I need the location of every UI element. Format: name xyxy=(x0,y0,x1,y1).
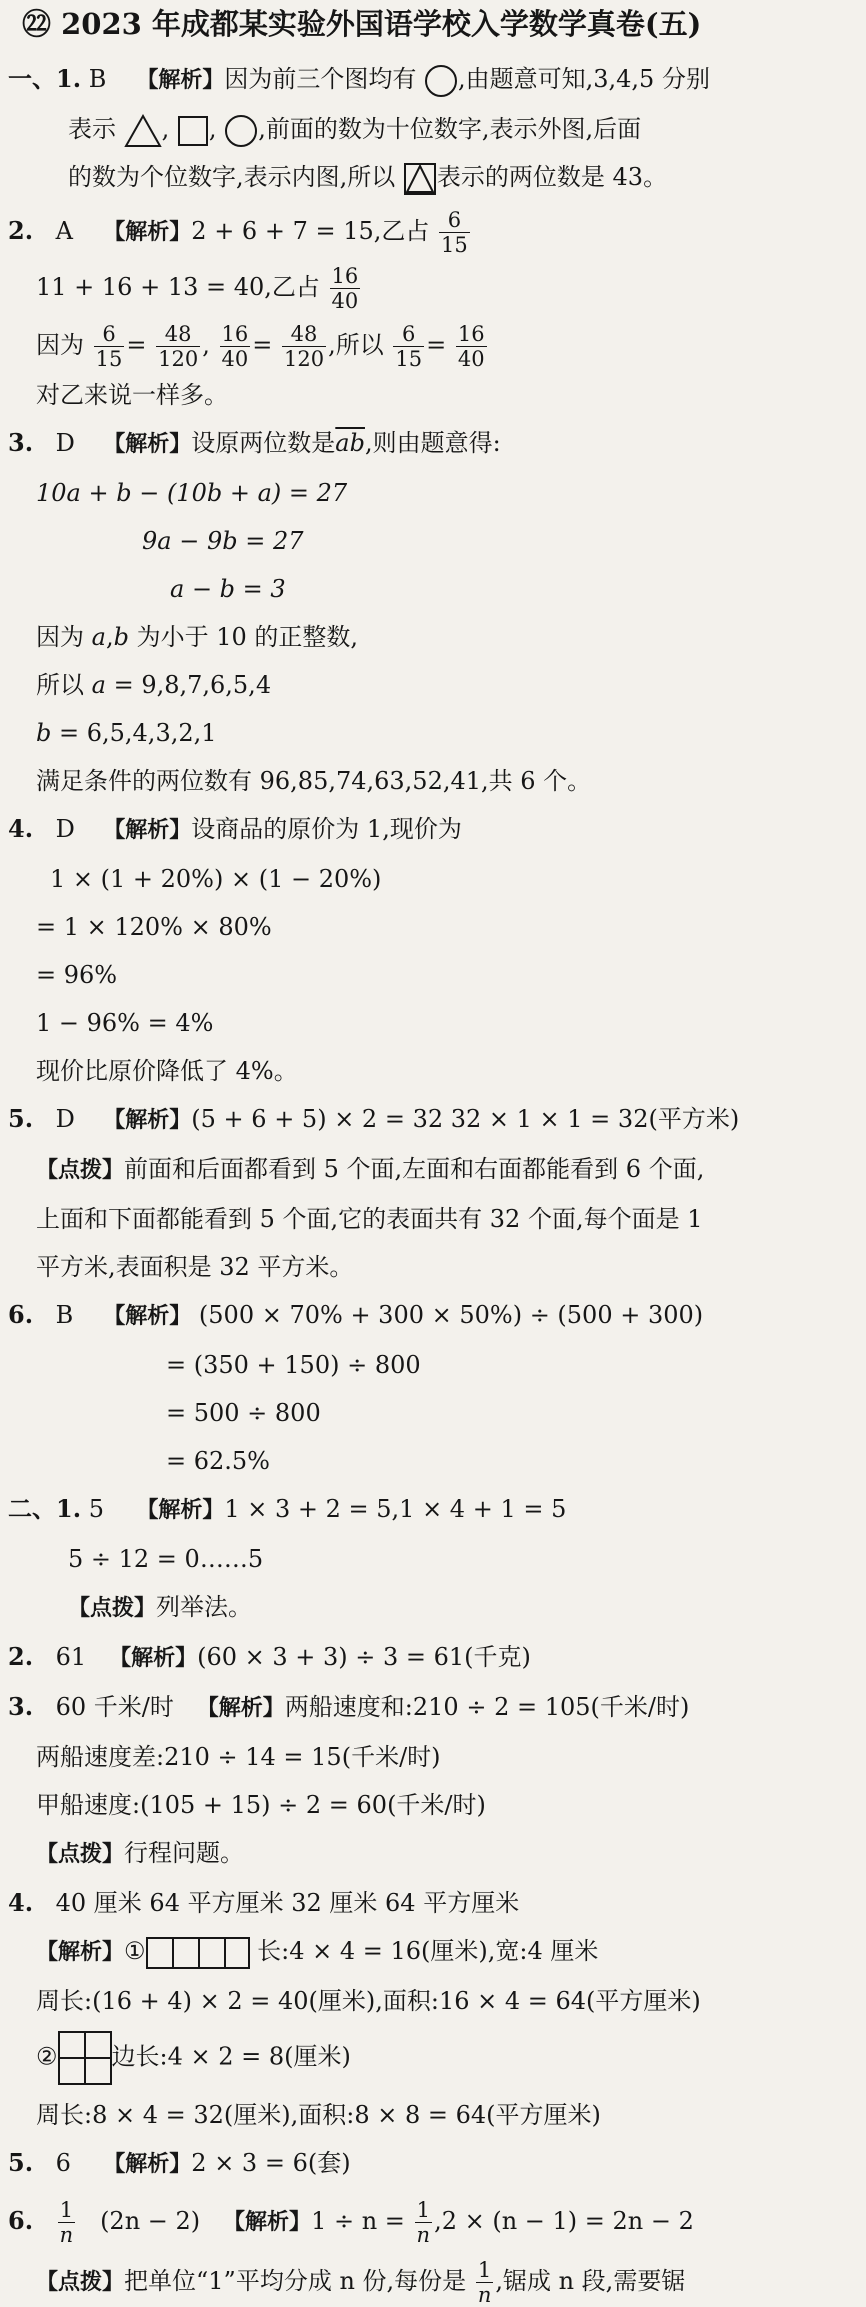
answer-choice: B xyxy=(55,1301,74,1329)
q6-eq-4: = 62.5% xyxy=(166,1447,270,1475)
fraction: $\frac{6}{15}$ xyxy=(95,322,123,371)
question-number: 3. xyxy=(8,428,34,457)
answer-value: 6 xyxy=(55,2149,71,2177)
s2-q3-line-2: 两船速度差:210 ÷ 14 = 15(千米/时) xyxy=(36,1743,441,1771)
circle-icon xyxy=(424,64,458,98)
answer-value: 40 厘米 64 平方厘米 32 厘米 64 平方厘米 xyxy=(55,1889,520,1917)
answer-value: 60 千米/时 xyxy=(55,1693,174,1721)
s2-q4-line-5: 周长:8 × 4 = 32(厘米),面积:8 × 8 = 64(平方厘米) xyxy=(36,2101,601,2129)
triangle-icon xyxy=(124,114,162,148)
s2-q3-line-1: 3. 60 千米/时 【解析】两船速度和:210 ÷ 2 = 105(千米/时) xyxy=(8,1683,844,1733)
section-2 xyxy=(8,1485,844,2307)
q3-eq-3: a − b = 3 xyxy=(170,575,286,603)
question-number: 4. xyxy=(8,814,34,843)
circle-icon xyxy=(224,114,258,148)
s2-q4-line-2: 【解析】① 长:4 × 4 = 16(厘米),宽:4 厘米 xyxy=(8,1927,844,1977)
q3-line-5: 因为 a,b 为小于 10 的正整数, xyxy=(36,623,359,651)
q1-line-3: 的数为个位数字,表示内图,所以 表示的两位数是 43。 xyxy=(8,153,844,201)
s2-q1-tip: 【点拨】列举法。 xyxy=(68,1593,253,1621)
square-triangle-icon xyxy=(403,162,437,196)
fraction: $\frac{1}{n}$ xyxy=(477,2258,492,2307)
question-number: 2. xyxy=(8,216,34,245)
two-by-two-square-icon xyxy=(58,2031,112,2085)
q5-tip-2: 上面和下面都能看到 5 个面,它的表面共有 32 个面,每个面是 1 xyxy=(36,1205,703,1233)
s2-q1-line-2: 5 ÷ 12 = 0……5 xyxy=(68,1545,264,1573)
s2-q3-tip: 【点拨】行程问题。 xyxy=(36,1839,245,1867)
question-number: 2. xyxy=(8,1642,34,1671)
fraction: $\frac{16}{40}$ xyxy=(457,322,485,371)
analysis-tag: 【解析】 xyxy=(136,68,225,93)
q4-eq-3: = 96% xyxy=(36,961,118,989)
question-number: 6. xyxy=(8,1300,34,1329)
fraction: $\frac{48}{120}$ xyxy=(283,322,325,371)
question-number: 4. xyxy=(8,1888,34,1917)
question-number: 5. xyxy=(8,2148,34,2177)
q2-line-2: 11 + 16 + 13 = 40,乙占 $\frac{16}{40}$ xyxy=(36,264,359,313)
answer-choice: D xyxy=(55,429,75,457)
section-label: 二、1. xyxy=(8,1494,82,1523)
answer-value: (2n − 2) xyxy=(100,2207,201,2235)
fraction: $\frac{16}{40}$ xyxy=(331,264,359,313)
answer-value: 61 xyxy=(55,1643,87,1671)
question-number: 5. xyxy=(8,1104,34,1133)
question-number: 6. xyxy=(8,2206,34,2235)
answer-choice: D xyxy=(55,1105,75,1133)
section-1 xyxy=(8,55,844,1485)
s2-q4-line-1 xyxy=(8,1879,844,1927)
s2-q2-line-1: 2. 61 【解析】(60 × 3 + 3) ÷ 3 = 61(千克) xyxy=(8,1633,844,1683)
fraction: $\frac{16}{40}$ xyxy=(221,322,249,371)
q5-tip-1: 【点拨】前面和后面都看到 5 个面,左面和右面都能看到 6 个面, xyxy=(36,1155,705,1183)
q2-line-3: 因为 $\frac{6}{15}$ = $\frac{48}{120}$ , $\frac{16}{40}$ = $\frac{48}{120}$ ,所以 $\frac{6}{15}$ = $\frac{16}{40}$ xyxy=(36,322,485,371)
answer-choice: B xyxy=(88,65,107,93)
q5-tip-3: 平方米,表面积是 32 平方米。 xyxy=(36,1253,354,1281)
square-icon xyxy=(177,115,209,147)
s2-q4-line-4: ② 边长:4 × 2 = 8(厘米) xyxy=(8,2031,844,2085)
fraction: $\frac{1}{n}$ xyxy=(416,2198,431,2247)
section-label: 一、1. xyxy=(8,64,82,93)
s2-q6-tip: 【点拨】把单位“1”平均分成 n 份,每份是 $\frac{1}{n}$ ,锯成 n 段,需要锯 xyxy=(36,2258,686,2307)
q1-line-2: 表示 , , ,前面的数为十位数字,表示外图,后面 xyxy=(8,105,844,153)
answer-page xyxy=(0,2,866,2307)
answer-choice: D xyxy=(55,815,75,843)
fraction: $\frac{1}{n}$ xyxy=(59,2198,74,2247)
four-square-strip-icon xyxy=(146,1937,250,1969)
page-title: ㉒ 2023 年成都某实验外国语学校入学数学真卷(五) xyxy=(22,7,702,41)
q3-line-7: b = 6,5,4,3,2,1 xyxy=(36,719,217,747)
q2-line-1: 2. A 【解析】2 + 6 + 7 = 15,乙占 $\frac{6}{15}$ xyxy=(8,208,468,257)
answer-choice: A xyxy=(55,217,73,245)
q6-eq-2: = (350 + 150) ÷ 800 xyxy=(166,1351,421,1379)
fraction: $\frac{48}{120}$ xyxy=(158,322,199,371)
question-number: 3. xyxy=(8,1692,34,1721)
q4-eq-1: 1 × (1 + 20%) × (1 − 20%) xyxy=(50,865,382,893)
fraction: $\frac{6}{15}$ xyxy=(441,208,468,257)
q3-line-8: 满足条件的两位数有 96,85,74,63,52,41,共 6 个。 xyxy=(36,767,592,795)
s2-q4-line-3: 周长:(16 + 4) × 2 = 40(厘米),面积:16 × 4 = 64(平方厘米) xyxy=(36,1987,701,2015)
tip-tag: 【点拨】 xyxy=(36,1158,125,1183)
q6-eq-3: = 500 ÷ 800 xyxy=(166,1399,321,1427)
q3-line-6: 所以 a = 9,8,7,6,5,4 xyxy=(36,671,272,699)
q6-line-1: 6. B 【解析】 (500 × 70% + 300 × 50%) ÷ (500 + 300) xyxy=(8,1291,844,1341)
q3-eq-2: 9a − 9b = 27 xyxy=(142,527,304,555)
q5-line-1: 5. D 【解析】(5 + 6 + 5) × 2 = 32 32 × 1 × 1 = 32(平方米) xyxy=(8,1095,844,1145)
q1-line-1: 一、1. B 【解析】因为前三个图均有 ,由题意可知,3,4,5 分别 xyxy=(8,55,844,105)
fraction: $\frac{6}{15}$ xyxy=(395,322,423,371)
s2-q5-line-1: 5. 6 【解析】2 × 3 = 6(套) xyxy=(8,2139,844,2189)
s2-q6-line-1: 6. $\frac{1}{n}$ (2n − 2) 【解析】1 ÷ n = $\frac{1}{n}$ ,2 × (n − 1) = 2n − 2 xyxy=(8,2198,694,2247)
q4-line-1: 4. D 【解析】设商品的原价为 1,现价为 xyxy=(8,805,844,855)
answer-value: 5 xyxy=(88,1495,104,1523)
q4-eq-4: 1 − 96% = 4% xyxy=(36,1009,214,1037)
s2-q3-line-3: 甲船速度:(105 + 15) ÷ 2 = 60(千米/时) xyxy=(36,1791,486,1819)
q4-line-6: 现价比原价降低了 4%。 xyxy=(36,1057,298,1085)
q4-eq-2: = 1 × 120% × 80% xyxy=(36,913,272,941)
q2-line-4: 对乙来说一样多。 xyxy=(36,381,228,409)
s2-q1-line-1: 二、1. 5 【解析】1 × 3 + 2 = 5,1 × 4 + 1 = 5 xyxy=(8,1485,844,1535)
q3-eq-1: 10a + b − (10b + a) = 27 xyxy=(36,479,348,507)
q3-line-1: 3. D 【解析】设原两位数是$\overline{ab}$,则由题意得: xyxy=(8,419,844,469)
